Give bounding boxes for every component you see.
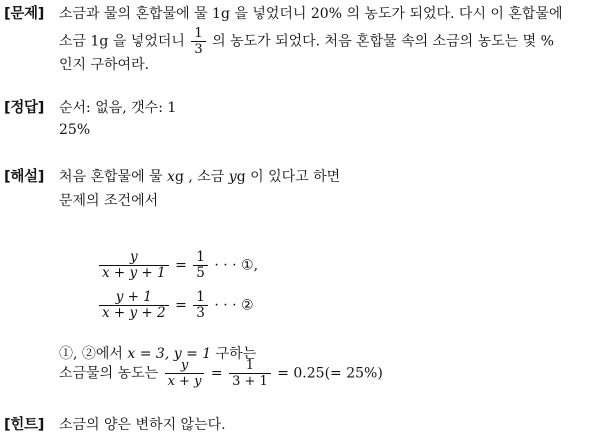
result-fraction-1-numerator: y <box>165 358 205 374</box>
equation-2-rhs-denominator: 3 <box>196 305 205 321</box>
equation-2-denominator: x + y + 2 <box>102 305 166 321</box>
equation-1-rhs-denominator: 5 <box>196 265 205 281</box>
answer-line-2: 25% <box>59 122 91 138</box>
answer-tag: [정답] <box>4 100 45 116</box>
equals-sign: = <box>210 365 223 382</box>
problem-fraction-denominator: 3 <box>194 42 203 57</box>
solution-line-1-start: 처음 혼합물에 물 <box>59 169 163 185</box>
equals-sign: = <box>175 257 187 274</box>
equation-1 <box>97 250 258 281</box>
problem-line-1: 소금과 물의 혼합물에 물 1g 을 넣었더니 20% 의 농도가 되었다. 다시 이 혼합물에 <box>59 6 563 22</box>
result-fraction-2-denominator: 3 + 1 <box>232 374 268 389</box>
equation-1-numerator: y <box>99 250 169 266</box>
problem-fraction-numerator: 1 <box>191 26 205 42</box>
solution-line-2: 문제의 조건에서 <box>59 193 159 209</box>
equals-sign: = <box>175 297 187 314</box>
solution-tag: [해설] <box>4 169 45 185</box>
result-fraction-2 <box>229 358 271 389</box>
equation-1-rhs-numerator: 1 <box>193 250 208 266</box>
solution-line-1-end: g 이 있다고 하면 <box>236 169 341 185</box>
equation-2-lhs <box>99 290 169 321</box>
problem-line-2 <box>59 26 554 57</box>
solution-line-3-start: ①, ②에서 <box>59 346 123 362</box>
equation-1-rhs <box>193 250 208 281</box>
solution-line-3-end: 구하는 <box>215 346 257 362</box>
solution-values: x = 3, y = 1 <box>127 346 212 362</box>
solution-line-1-middle: g , 소금 <box>174 169 225 185</box>
variable-y: y <box>228 169 237 185</box>
solution-line-1 <box>59 166 340 186</box>
result-fraction-2-numerator: 1 <box>229 358 271 374</box>
equation-1-lhs <box>99 250 169 281</box>
problem-line-3: 인지 구하여라. <box>59 57 150 73</box>
answer-line-1: 순서: 없음, 갯수: 1 <box>59 100 177 116</box>
problem-line-2-start: 소금 1g 을 넣었더니 <box>59 33 185 50</box>
result-tail: = 0.25(= 25%) <box>277 365 383 382</box>
equation-1-tail: · · · ①, <box>214 257 259 274</box>
solution-line-4-start: 소금물의 농도는 <box>59 365 159 382</box>
result-fraction-1 <box>165 358 205 389</box>
equation-2-rhs-numerator: 1 <box>193 290 208 306</box>
variable-x: x <box>167 169 175 185</box>
result-fraction-1-denominator: x + y <box>167 374 202 389</box>
problem-line-2-end: 의 농도가 되었다. 처음 혼합물 속의 소금의 농도는 몇 % <box>212 33 554 50</box>
hint-tag: [힌트] <box>4 417 45 433</box>
problem-fraction <box>191 26 205 57</box>
equation-2-rhs <box>193 290 208 321</box>
problem-tag: [문제] <box>4 6 45 22</box>
equation-2-numerator: y + 1 <box>99 290 169 306</box>
equation-2-tail: · · · ② <box>214 297 254 314</box>
equation-2 <box>97 290 254 321</box>
solution-line-4 <box>59 358 383 389</box>
equation-1-denominator: x + y + 1 <box>102 265 166 281</box>
hint-line-1: 소금의 양은 변하지 않는다. <box>59 417 226 433</box>
